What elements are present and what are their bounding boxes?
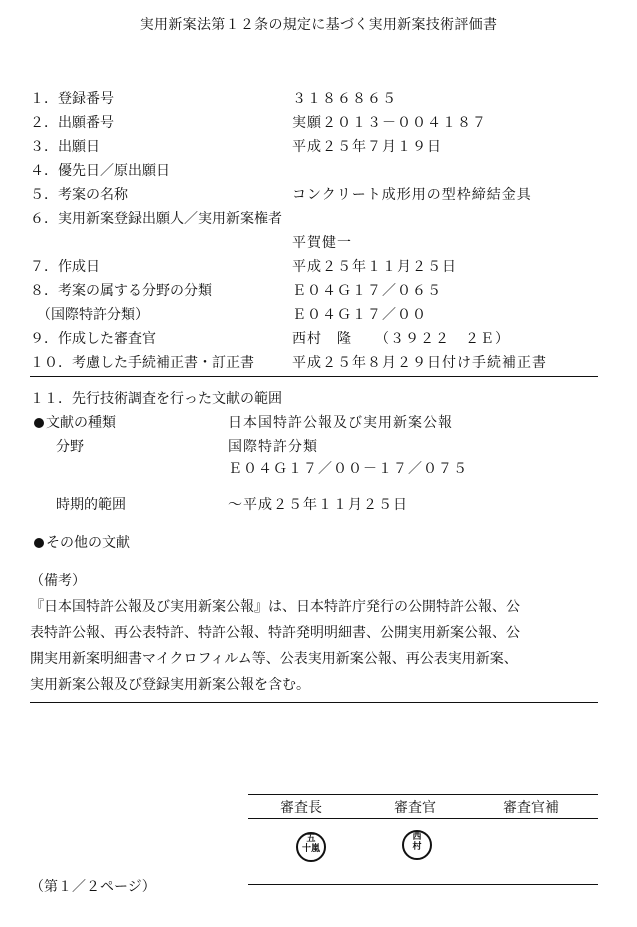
seal-text: 五	[306, 834, 316, 844]
item-value: コンクリート成形用の型枠締結金具	[292, 187, 532, 203]
assistant-examiner-label: 審査官補	[503, 800, 559, 816]
item-value: 平賀健一	[292, 235, 352, 251]
item-label: ６．実用新案登録出願人／実用新案権者	[30, 211, 282, 227]
field-value-range: Ｅ０４Ｇ１７／００－１７／０７５	[228, 461, 468, 477]
signature-rule-top	[248, 794, 598, 795]
item-priority-date	[30, 160, 610, 182]
document-title: 実用新案法第１２条の規定に基づく実用新案技術評価書	[139, 17, 498, 33]
seal-text: 十嵐	[301, 844, 320, 854]
chief-seal-stamp	[296, 832, 326, 862]
remarks-line: 『日本国特許公報及び実用新案公報』は、日本特許庁発行の公開特許公報、公	[30, 599, 520, 615]
item-classification	[30, 280, 610, 302]
period-value: ～平成２５年１１月２５日	[228, 497, 408, 513]
field-label: 分野	[56, 439, 84, 455]
field-value-ipc: 国際特許分類	[228, 439, 318, 455]
item-label: ４．優先日／原出願日	[30, 163, 170, 179]
seal-text: 村	[412, 842, 422, 852]
item-creation-date	[30, 256, 610, 278]
item-label: （国際特許分類）	[30, 307, 149, 323]
item-device-name	[30, 184, 610, 206]
item-label: ２．出願番号	[30, 115, 114, 131]
item-applicant	[30, 208, 610, 230]
item-registration-number	[30, 88, 610, 110]
signature-rule-bottom	[248, 884, 598, 885]
item-label: ９．作成した審査官	[30, 331, 156, 347]
divider	[30, 376, 598, 377]
remarks-line: 実用新案公報及び登録実用新案公報を含む。	[30, 677, 310, 693]
remarks-heading: （備考）	[30, 573, 86, 589]
item-value: 西村 隆 （３９２２ ２Ｅ）	[292, 331, 510, 347]
item-ipc	[30, 304, 610, 326]
item-value: ３１８６８６５	[292, 91, 397, 107]
bullet-icon	[34, 538, 44, 548]
doc-type-label	[34, 412, 116, 432]
item-label: ５．考案の名称	[30, 187, 128, 203]
item-label: ８．考案の属する分野の分類	[30, 283, 212, 299]
item-applicant-name	[30, 232, 610, 254]
item-value: 平成２５年８月２９日付け手続補正書	[292, 355, 547, 371]
remarks-line: 開実用新案明細書マイクロフィルム等、公表実用新案公報、再公表実用新案、	[30, 651, 518, 667]
examiner-seal-stamp	[402, 830, 432, 860]
item-value: Ｅ０４Ｇ１７／００	[292, 307, 427, 323]
item-value: Ｅ０４Ｇ１７／０６５	[292, 283, 442, 299]
period-label: 時期的範囲	[56, 497, 126, 513]
item-label: １０．考慮した手続補正書・訂正書	[30, 355, 254, 371]
item-filing-date	[30, 136, 610, 158]
item-value: 平成２５年１１月２５日	[292, 259, 457, 275]
other-docs-label	[34, 532, 130, 552]
remarks-block	[30, 568, 600, 698]
page-number: （第１／２ページ）	[30, 879, 156, 895]
remarks-line: 表特許公報、再公表特許、特許公報、特許発明明細書、公開実用新案公報、公	[30, 625, 520, 641]
item-label: ３．出願日	[30, 139, 100, 155]
bullet-icon	[34, 418, 44, 428]
chief-examiner-label: 審査長	[280, 800, 322, 816]
item-examiner	[30, 328, 610, 350]
doc-type-label-text: 文献の種類	[46, 415, 116, 431]
other-docs-text: その他の文献	[46, 535, 130, 551]
seal-text: 西	[412, 832, 422, 842]
section11-heading: １１．先行技術調査を行った文献の範囲	[30, 391, 282, 407]
examiner-label: 審査官	[394, 800, 436, 816]
item-label: １．登録番号	[30, 91, 114, 107]
signature-rule-mid	[248, 818, 598, 819]
doc-type-value: 日本国特許公報及び実用新案公報	[228, 415, 453, 431]
item-value: 平成２５年７月１９日	[292, 139, 442, 155]
item-amendments	[30, 352, 610, 374]
divider	[30, 702, 598, 703]
item-label: ７．作成日	[30, 259, 100, 275]
item-application-number	[30, 112, 610, 134]
item-value: 実願２０１３－００４１８７	[292, 115, 487, 131]
